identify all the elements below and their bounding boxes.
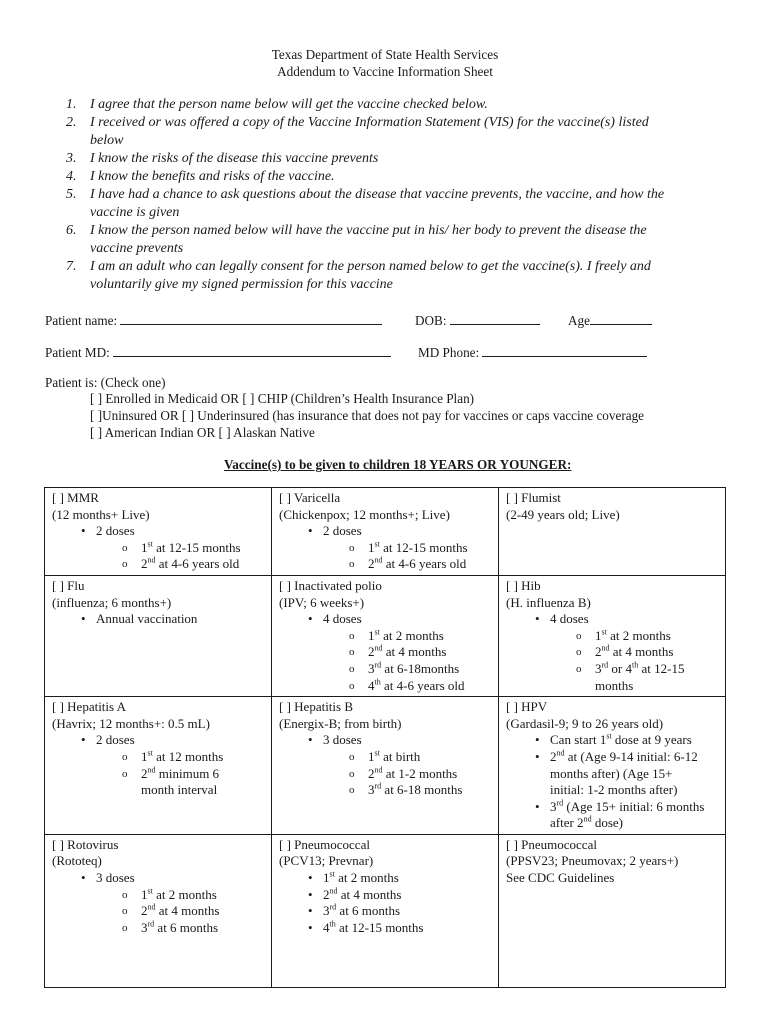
age-field bbox=[568, 311, 652, 330]
vaccine-cell-hepatitis-b[interactable]: [ ] Hepatitis B (Energix-B; from birth) • 3 doses o 1st at birth o 2nd at 1-2 months o 3rd at 6-18 months bbox=[272, 697, 499, 835]
statement-6: I know the person named below will have the vaccine put in his/ her body to prevent the disease the bbox=[90, 223, 647, 238]
vaccine-table-heading: Vaccine(s) to be given to children 18 YEARS OR YOUNGER: bbox=[224, 457, 572, 472]
vaccine-title[interactable]: [ ] Hib bbox=[506, 577, 541, 593]
vaccine-cell-rotavirus[interactable]: [ ] Rotovirus (Rototeq) • 3 doses o 1st at 2 months o 2nd at 4 months o 3rd at 6 months bbox=[45, 834, 272, 987]
patient-name-field bbox=[45, 311, 382, 330]
statement-5: I have had a chance to ask questions about the disease that vaccine prevents, the vaccine, and how the bbox=[90, 187, 665, 202]
vaccine-title[interactable]: [ ] Inactivated polio bbox=[279, 577, 382, 593]
patient-md-field bbox=[45, 343, 391, 362]
statement-1: I agree that the person name below will get the vaccine checked below. bbox=[90, 97, 488, 112]
md-phone-field bbox=[418, 343, 647, 362]
status-option-native[interactable]: [ ] American Indian OR [ ] Alaskan Native bbox=[90, 425, 315, 440]
form-agency: Texas Department of State Health Services bbox=[271, 47, 499, 62]
patient-name-label: Patient name: bbox=[45, 313, 118, 328]
vaccine-cell-polio[interactable]: [ ] Inactivated polio (IPV; 6 weeks+) • 4 doses o 1st at 2 months o 2nd at 4 months o 3rd at 6-18months o 4th at 4-6 years old bbox=[272, 575, 499, 696]
vaccine-title[interactable]: [ ] Pneumococcal bbox=[279, 836, 370, 852]
statement-3: I know the risks of the disease this vaccine prevents bbox=[90, 151, 379, 166]
vaccine-title[interactable]: [ ] HPV bbox=[506, 699, 548, 715]
dob-input[interactable] bbox=[450, 311, 540, 325]
vaccine-cell-hib[interactable]: [ ] Hib (H. influenza B) • 4 doses o 1st at 2 months o 2nd at 4 months o 3rd or 4th at 12-15 months bbox=[499, 575, 726, 696]
vaccine-cell-ppsv23[interactable]: [ ] Pneumococcal (PPSV23; Pneumovax; 2 years+) See CDC Guidelines bbox=[499, 834, 726, 987]
dob-field bbox=[415, 311, 540, 330]
statement-2: I received or was offered a copy of the Vaccine Information Statement (VIS) for the vaccine(s) listed bbox=[90, 115, 649, 130]
vaccine-title[interactable]: [ ] Hepatitis B bbox=[279, 699, 354, 715]
statement-6-cont: vaccine prevents bbox=[90, 241, 184, 256]
patient-status-label: Patient is: (Check one) bbox=[45, 375, 166, 390]
age-input[interactable] bbox=[590, 311, 652, 325]
patient-name-input[interactable] bbox=[120, 311, 382, 325]
vaccine-title[interactable]: [ ] Varicella bbox=[279, 490, 341, 505]
patient-md-input[interactable] bbox=[113, 343, 391, 357]
vaccine-title[interactable]: [ ] Flumist bbox=[506, 490, 561, 505]
age-label: Age bbox=[568, 313, 590, 328]
vaccine-title[interactable]: [ ] Pneumococcal bbox=[506, 836, 597, 852]
statement-5-cont: vaccine is given bbox=[90, 205, 180, 220]
form-title: Addendum to Vaccine Information Sheet bbox=[277, 64, 493, 79]
patient-md-label: Patient MD: bbox=[45, 345, 110, 360]
statement-2-cont: below bbox=[90, 133, 124, 148]
md-phone-input[interactable] bbox=[482, 343, 647, 357]
status-option-medicaid-chip[interactable]: [ ] Enrolled in Medicaid OR [ ] CHIP (Children’s Health Insurance Plan) bbox=[90, 391, 475, 406]
vaccine-cell-hpv[interactable]: [ ] HPV (Gardasil-9; 9 to 26 years old) • Can start 1st dose at 9 years • 2nd at (Age 9-14 initial: 6-12 months after) (Age 15+ initial: 1-2 months after) • 3rd (Age 15+ initial: 6 months after 2nd dose) bbox=[499, 697, 726, 835]
md-phone-label: MD Phone: bbox=[418, 345, 480, 360]
statement-7: I am an adult who can legally consent for the person named below to get the vaccine(s). I freely and bbox=[90, 259, 651, 274]
vaccine-cell-varicella[interactable]: [ ] Varicella (Chickenpox; 12 months+; Live) • 2 doses o 1st at 12-15 months o 2nd at 4-6 years old bbox=[272, 488, 499, 576]
vaccine-cell-hepatitis-a[interactable]: [ ] Hepatitis A (Havrix; 12 months+: 0.5 mL) • 2 doses o 1st at 12 months o 2nd minimum 6 month interval bbox=[45, 697, 272, 835]
vaccine-cell-mmr[interactable]: [ ] MMR (12 months+ Live) • 2 doses o 1st at 12-15 months o 2nd at 4-6 years old bbox=[45, 488, 272, 576]
dob-label: DOB: bbox=[415, 313, 447, 328]
statement-7-cont: voluntarily give my signed permission for this vaccine bbox=[90, 277, 393, 292]
vaccine-cell-flumist[interactable]: [ ] Flumist (2-49 years old; Live) bbox=[499, 488, 726, 576]
vaccine-cell-flu[interactable]: [ ] Flu (influenza; 6 months+) • Annual vaccination bbox=[45, 575, 272, 696]
status-option-uninsured[interactable]: [ ]Uninsured OR [ ] Underinsured (has insurance that does not pay for vaccines or caps vaccine coverage bbox=[90, 408, 645, 423]
vaccine-title[interactable]: [ ] Hepatitis A bbox=[52, 699, 127, 715]
vaccine-cell-pcv13[interactable]: [ ] Pneumococcal (PCV13; Prevnar) • 1st at 2 months • 2nd at 4 months • 3rd at 6 months • 4th at 12-15 months bbox=[272, 834, 499, 987]
vaccine-title[interactable]: [ ] MMR bbox=[52, 490, 99, 505]
vaccine-table bbox=[44, 487, 726, 988]
vaccine-title[interactable]: [ ] Rotovirus bbox=[52, 836, 119, 852]
statement-4: I know the benefits and risks of the vaccine. bbox=[90, 169, 335, 184]
vaccine-title[interactable]: [ ] Flu bbox=[52, 577, 85, 593]
